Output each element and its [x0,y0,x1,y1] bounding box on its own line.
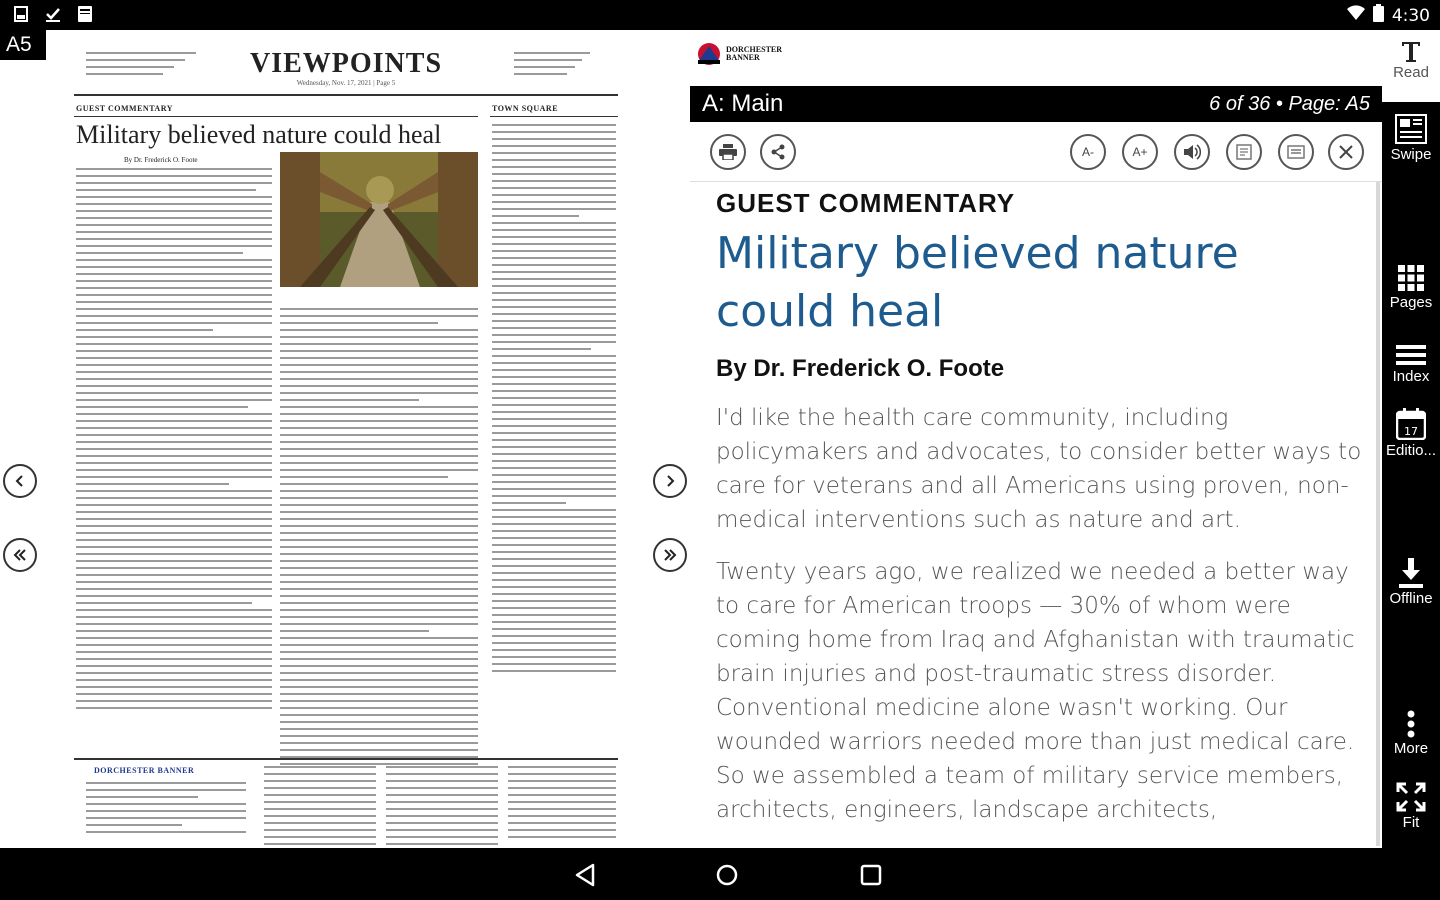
photo-caption [280,292,478,298]
rail-swipe-label: Swipe [1390,146,1432,163]
grid-icon [1397,264,1425,292]
rail-offline-button[interactable] [1382,558,1440,607]
next-page-button[interactable] [653,464,687,498]
rail-read-button[interactable] [1382,30,1440,102]
side-navigation-rail [1382,30,1440,848]
section-bar [690,86,1382,122]
rail-offline-label: Offline [1389,590,1433,607]
close-article-button[interactable] [1328,134,1364,170]
double-chevron-left-icon [12,548,28,562]
close-icon [1339,145,1353,159]
first-page-button[interactable] [3,538,37,572]
footer-column [386,766,498,850]
article-reader-panel [690,30,1382,848]
article-photo-bridge[interactable] [280,152,478,287]
rail-pages-button[interactable] [1382,264,1440,311]
rail-fit-button[interactable] [1382,782,1440,831]
print-icon [719,144,737,160]
read-aloud-button[interactable] [1174,134,1210,170]
rail-read-label: Read [1393,64,1429,81]
column-rule [74,116,478,117]
rail-editions-label: Editio... [1385,442,1437,459]
publication-logo [696,42,782,66]
article-byline: By Dr. Frederick O. Foote [716,355,1005,382]
rail-more-button[interactable] [1382,710,1440,757]
notification-icon [12,5,30,23]
download-icon [1399,558,1423,588]
home-circle-icon [715,863,739,887]
town-square-column [492,124,616,677]
page-view-icon [1236,144,1252,160]
banner-logo-icon [696,42,722,66]
more-vertical-icon [1407,710,1415,738]
newspaper-page[interactable] [74,46,618,846]
masthead-right-box [514,52,590,80]
recents-button[interactable] [856,860,886,890]
clock: 4:30 [1391,5,1430,26]
article-kicker: GUEST COMMENTARY [716,188,1016,218]
rail-more-label: More [1393,740,1429,757]
share-button[interactable] [760,134,796,170]
status-bar [0,0,1440,30]
double-chevron-right-icon [662,548,678,562]
news-app-icon [76,5,94,23]
wifi-icon [1347,5,1365,26]
article-column-1 [76,168,272,714]
article-headline: Military believed nature could heal [716,228,1239,337]
footer-rule [74,758,618,760]
paper-headline[interactable]: Military believed nature could heal [76,120,442,149]
recents-square-icon [860,864,882,886]
view-page-button[interactable] [1226,134,1262,170]
text-view-icon [1287,145,1305,159]
chevron-right-icon [663,474,677,488]
footer-column [508,766,616,843]
last-page-button[interactable] [653,538,687,572]
home-button[interactable] [712,860,742,890]
rail-pages-label: Pages [1389,294,1433,311]
back-triangle-icon [574,863,596,887]
svg-text:17: 17 [1404,425,1418,438]
masthead-title: VIEWPOINTS [249,48,443,79]
calendar-icon [1396,408,1426,440]
back-button[interactable] [570,860,600,890]
article-paragraph: I'd like the health care community, including policymakers and advocates, to consider better ways to care for veterans and all Americans using proven, non- medical interventions such as nature and art. [716,405,1362,533]
previous-page-button[interactable] [3,464,37,498]
article-position: 6 of 36 • Page: A5 [1209,93,1370,115]
footer-column [264,766,376,850]
system-navigation-bar [0,848,1440,900]
paper-left-kicker: GUEST COMMENTARY [76,104,173,113]
list-icon [1396,344,1426,366]
newspaper-page-view[interactable] [0,30,690,848]
masthead-left-box [86,52,196,80]
article-paragraph: Twenty years ago, we realized we needed a better way to care for American troops — 30% of whom were coming home from Iraq and Afghanistan with traumatic brain injuries and post-traumatic stress disorder. Conventional medicine alone wasn't working. Our wounded warriors needed more than just medical care. So we assembled a team of military service members, architects, engineers, landscape architects, [716,559,1355,823]
rail-index-label: Index [1392,368,1430,385]
column-rule [490,116,618,117]
page-badge: A5 [0,30,46,60]
rail-swipe-button[interactable] [1382,114,1440,163]
text-view-button[interactable] [1278,134,1314,170]
rail-fit-label: Fit [1402,814,1420,831]
masthead-date: Wednesday, Nov. 17, 2021 | Page 5 [296,79,396,87]
paper-right-kicker: TOWN SQUARE [492,104,559,113]
logo-text-line2: BANNER [726,53,760,62]
rail-index-button[interactable] [1382,344,1440,385]
rail-editions-button[interactable] [1382,408,1440,459]
paper-footer-brand: DORCHESTER BANNER [94,766,195,775]
text-t-icon [1401,40,1421,62]
print-button[interactable] [710,134,746,170]
reader-toolbar [690,122,1382,182]
article-scrollbar[interactable] [1376,182,1380,846]
logo-text-line1: DORCHESTER [726,45,783,54]
paper-byline: By Dr. Frederick O. Foote [124,156,198,164]
fit-screen-icon [1396,782,1426,812]
share-icon [770,144,786,160]
chevron-left-icon [13,474,27,488]
masthead-rule [74,94,618,96]
article-content[interactable] [716,186,1366,848]
section-name: A: Main [702,90,784,117]
swipe-pages-icon [1395,114,1427,144]
article-column-2 [280,308,478,770]
increase-font-button[interactable]: A+ [1122,134,1158,170]
speaker-icon [1183,144,1201,160]
staff-box [86,782,246,838]
decrease-font-button[interactable]: A- [1070,134,1106,170]
download-done-icon [44,5,62,23]
battery-icon [1373,4,1384,27]
